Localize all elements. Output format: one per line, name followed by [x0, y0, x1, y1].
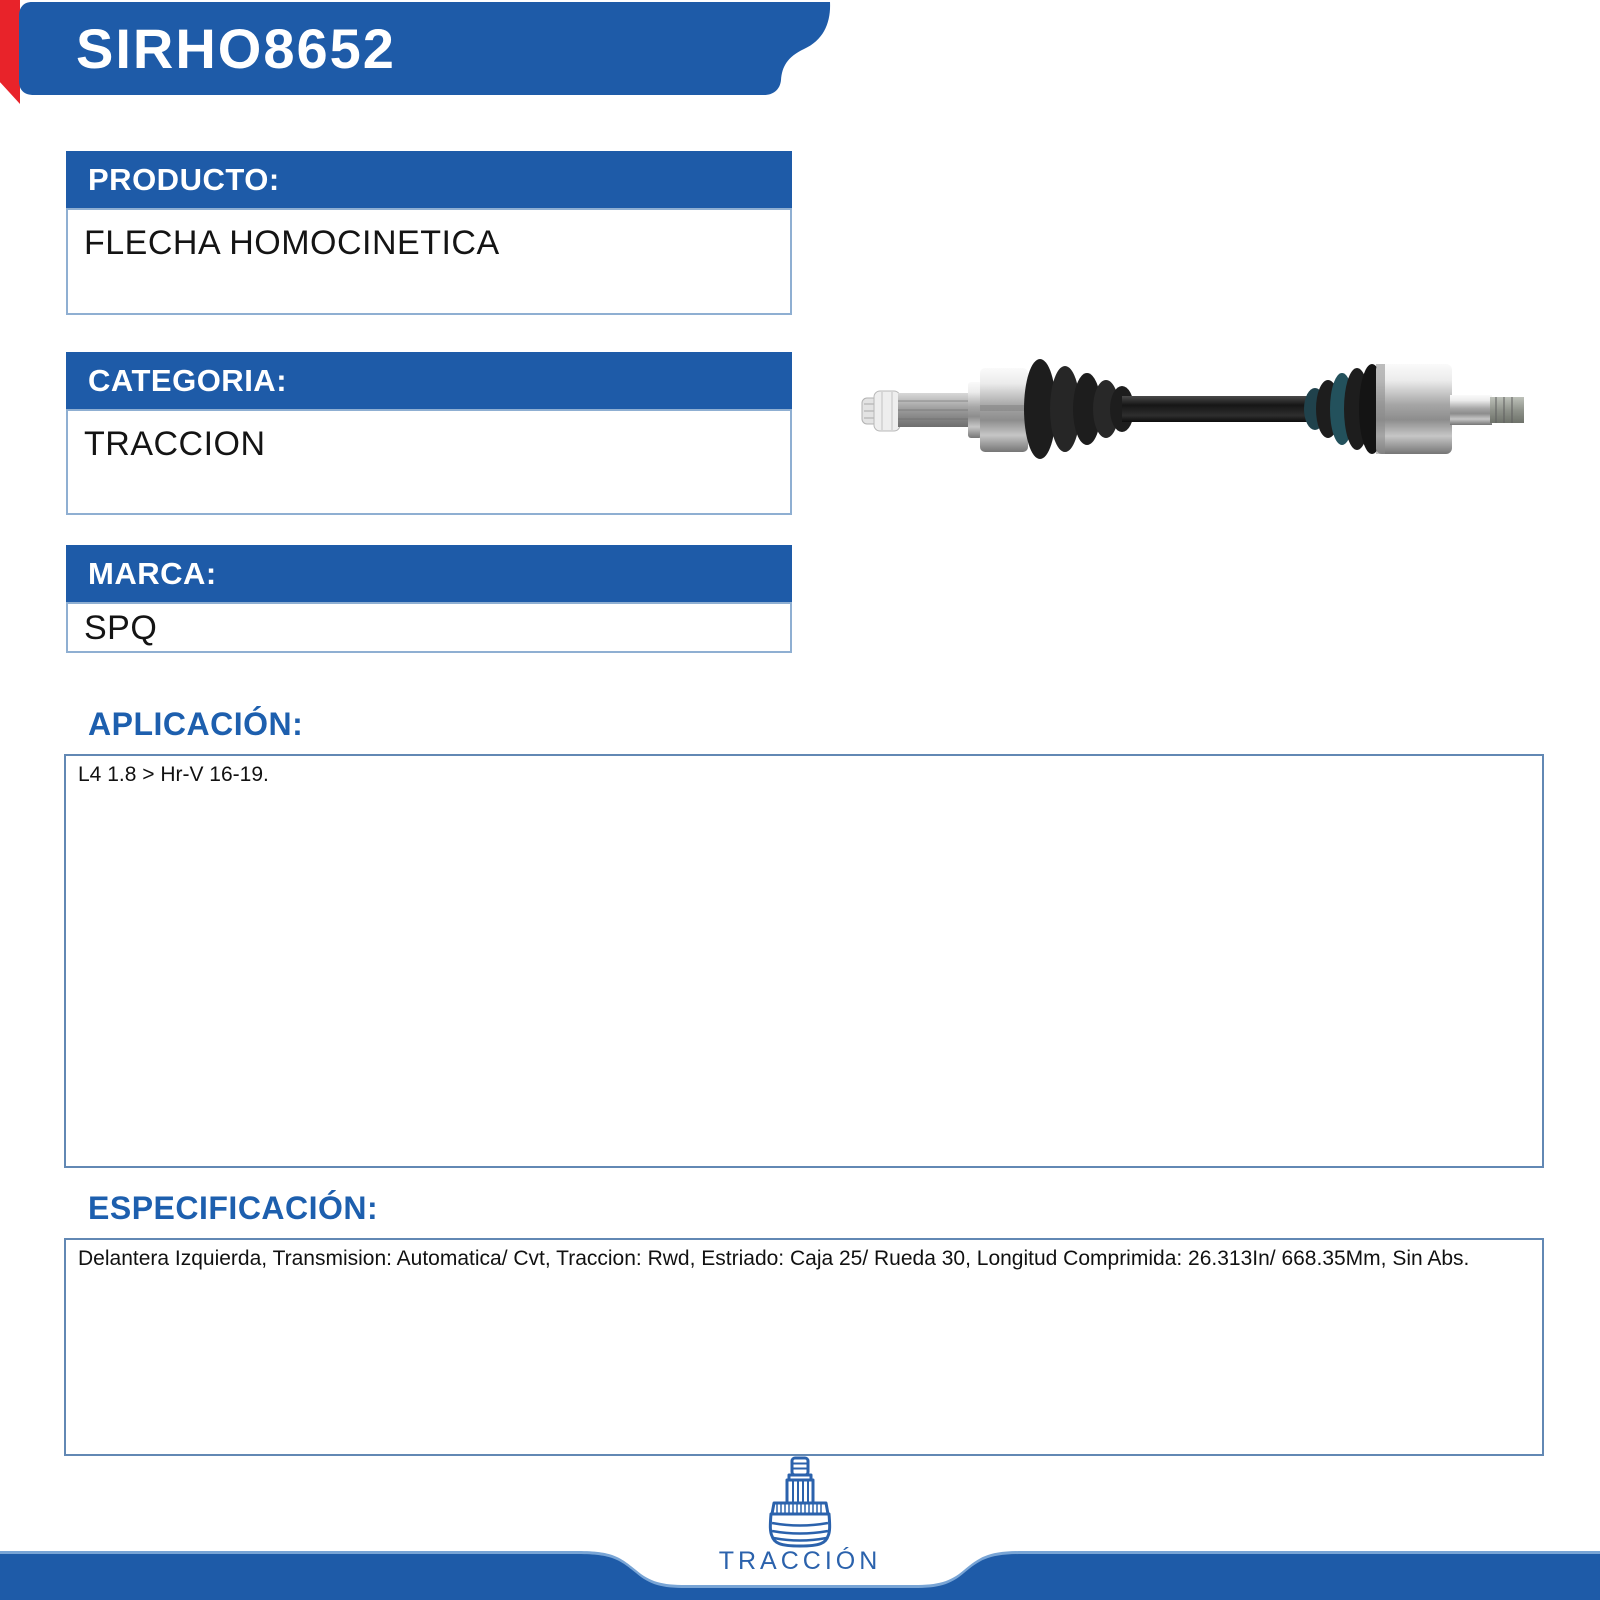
cv-joint-icon: [760, 1456, 840, 1548]
aplicacion-value: L4 1.8 > Hr-V 16-19.: [64, 754, 1544, 1168]
especificacion-title: ESPECIFICACIÓN:: [88, 1190, 379, 1226]
producto-value: FLECHA HOMOCINETICA: [66, 208, 792, 315]
footer-category-label: TRACCIÓN: [718, 1547, 882, 1575]
producto-header: PRODUCTO:: [66, 151, 792, 208]
categoria-value: TRACCION: [66, 409, 792, 515]
marca-header: MARCA:: [66, 545, 792, 602]
aplicacion-title: APLICACIÓN:: [88, 706, 304, 742]
marca-value: SPQ: [66, 602, 792, 653]
page-title: SIRHO8652: [76, 17, 396, 80]
product-photo-cv-axle: [860, 335, 1540, 485]
categoria-header: CATEGORIA:: [66, 352, 792, 409]
especificacion-value: Delantera Izquierda, Transmision: Automatica/ Cvt, Traccion: Rwd, Estriado: Caja 25/ Rueda 30, Longitud Comprimida: 26.313In/ 668.35Mm, Sin Abs.: [64, 1238, 1544, 1456]
